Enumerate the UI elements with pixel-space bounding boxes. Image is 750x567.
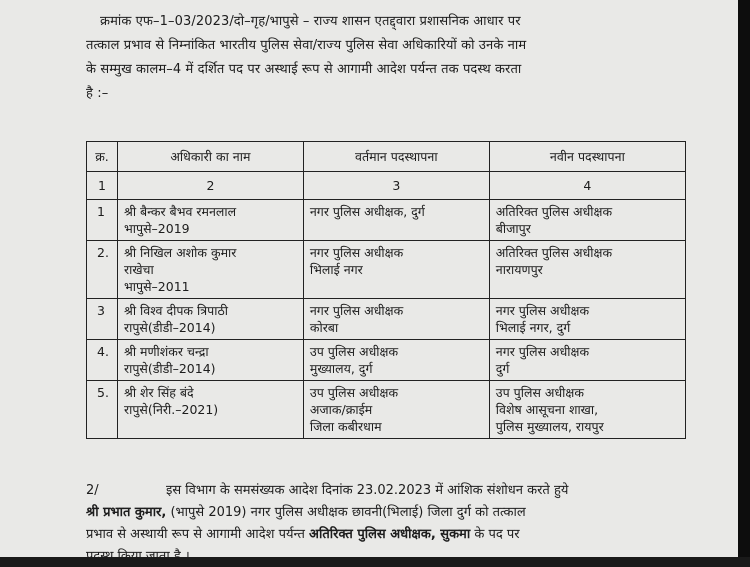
officer-name-cont: राखेचा bbox=[123, 262, 154, 277]
amendment-text-2: (भापुसे 2019) नगर पुलिस अधीक्षक छावनी(भिलाई) जिला दुर्ग को तत्काल bbox=[166, 505, 526, 520]
new-posting-title: अतिरिक्त पुलिस अधीक्षक bbox=[495, 245, 613, 260]
amendment-text-3a: प्रभाव से अस्थायी रूप से आगामी आदेश पर्यन्त bbox=[86, 527, 310, 542]
current-posting-cell bbox=[303, 381, 489, 439]
new-posting-place: दुर्ग bbox=[495, 361, 510, 376]
current-posting-cell bbox=[303, 340, 489, 381]
officer-name-cell bbox=[117, 299, 303, 340]
officer-service: भापुसे–2019 bbox=[123, 221, 190, 236]
officer-name: श्री शेर सिंह बंदे bbox=[123, 385, 194, 400]
current-posting-cell bbox=[303, 299, 489, 340]
row-serial: 3 bbox=[87, 299, 118, 340]
row-serial: 2. bbox=[87, 241, 118, 299]
current-posting-place: जिला कबीरधाम bbox=[309, 419, 382, 434]
new-post-bold: अतिरिक्त पुलिस अधीक्षक, सुकमा bbox=[309, 527, 471, 542]
officer-name-bold: श्री प्रभात कुमार, bbox=[86, 505, 167, 520]
amendment-line-2 bbox=[86, 502, 686, 524]
table-row bbox=[87, 299, 686, 340]
amendment-line-1 bbox=[86, 480, 686, 502]
current-posting-place: कोरबा bbox=[309, 320, 339, 335]
officer-name-cell bbox=[117, 381, 303, 439]
new-posting-title: अतिरिक्त पुलिस अधीक्षक bbox=[495, 204, 613, 219]
photo-edge-right bbox=[738, 0, 750, 567]
column-number: 4 bbox=[489, 172, 685, 200]
table-row bbox=[87, 241, 686, 299]
current-posting: उप पुलिस अधीक्षक bbox=[309, 385, 399, 400]
paragraph-number: 2/ bbox=[86, 483, 99, 498]
new-posting-cell bbox=[489, 381, 685, 439]
current-posting: उप पुलिस अधीक्षक bbox=[309, 344, 399, 359]
photo-edge-bottom bbox=[0, 557, 750, 567]
column-number: 1 bbox=[87, 172, 118, 200]
new-posting-unit: विशेष आसूचना शाखा, bbox=[495, 402, 599, 417]
current-posting: नगर पुलिस अधीक्षक bbox=[309, 303, 404, 318]
header-officer-name: अधिकारी का नाम bbox=[117, 142, 303, 172]
table-header-row bbox=[87, 142, 686, 172]
table-row bbox=[87, 200, 686, 241]
new-posting-place: पुलिस मुख्यालय, रायपुर bbox=[495, 419, 604, 434]
officer-service: रापुसे(डीडी–2014) bbox=[123, 320, 216, 335]
row-serial: 1 bbox=[87, 200, 118, 241]
new-posting-place: भिलाई नगर, दुर्ग bbox=[495, 320, 571, 335]
amendment-text-1: इस विभाग के समसंख्यक आदेश दिनांक 23.02.2023 में आंशिक संशोधन करते हुये bbox=[166, 483, 569, 498]
officer-service: रापुसे(निरी.–2021) bbox=[123, 402, 219, 417]
current-posting-unit: अजाक/क्राईम bbox=[309, 402, 373, 417]
amendment-paragraph bbox=[86, 480, 686, 567]
officer-service: भापुसे–2011 bbox=[123, 279, 190, 294]
posting-table bbox=[86, 141, 686, 439]
column-number: 3 bbox=[303, 172, 489, 200]
officer-name: श्री बैन्कर बैभव रमनलाल bbox=[123, 204, 237, 219]
current-posting-cell bbox=[303, 241, 489, 299]
column-number: 2 bbox=[117, 172, 303, 200]
officer-name-cell bbox=[117, 241, 303, 299]
officer-name: श्री विश्व दीपक त्रिपाठी bbox=[123, 303, 228, 318]
intro-paragraph bbox=[86, 10, 686, 106]
row-serial: 5. bbox=[87, 381, 118, 439]
column-number-row bbox=[87, 172, 686, 200]
new-posting-cell bbox=[489, 340, 685, 381]
current-posting-place: भिलाई नगर bbox=[309, 262, 363, 277]
new-posting-title: उप पुलिस अधीक्षक bbox=[495, 385, 584, 400]
current-posting: नगर पुलिस अधीक्षक, दुर्ग bbox=[309, 204, 425, 219]
officer-name: श्री मणीशंकर चन्द्रा bbox=[123, 344, 209, 359]
new-posting-cell bbox=[489, 200, 685, 241]
officer-service: रापुसे(डीडी–2014) bbox=[123, 361, 216, 376]
intro-line-3: के सम्मुख कालम–4 में दर्शित पद पर अस्थाई रूप से आगामी आदेश पर्यन्त तक पदस्थ करता bbox=[86, 62, 522, 77]
intro-line-2: तत्काल प्रभाव से निम्नांकित भारतीय पुलिस सेवा/राज्य पुलिस सेवा अधिकारियों को उनके नाम bbox=[86, 38, 527, 53]
officer-name-cell bbox=[117, 340, 303, 381]
table-body bbox=[87, 200, 686, 439]
header-new-posting: नवीन पदस्थापना bbox=[489, 142, 685, 172]
new-posting-title: नगर पुलिस अधीक्षक bbox=[495, 344, 590, 359]
current-posting-cell bbox=[303, 200, 489, 241]
header-serial: क्र. bbox=[87, 142, 118, 172]
current-posting: नगर पुलिस अधीक्षक bbox=[309, 245, 404, 260]
current-posting-place: मुख्यालय, दुर्ग bbox=[309, 361, 373, 376]
new-posting-title: नगर पुलिस अधीक्षक bbox=[495, 303, 590, 318]
row-serial: 4. bbox=[87, 340, 118, 381]
new-posting-cell bbox=[489, 241, 685, 299]
header-current-posting: वर्तमान पदस्थापना bbox=[303, 142, 489, 172]
new-posting-place: बीजापुर bbox=[495, 221, 531, 236]
amendment-line-3 bbox=[86, 524, 686, 546]
intro-line-4: है :– bbox=[86, 86, 109, 101]
new-posting-place: नारायणपुर bbox=[495, 262, 543, 277]
table-row bbox=[87, 381, 686, 439]
amendment-text-3b: के पद पर bbox=[470, 527, 520, 542]
officer-name: श्री निखिल अशोक कुमार bbox=[123, 245, 237, 260]
new-posting-cell bbox=[489, 299, 685, 340]
table-row bbox=[87, 340, 686, 381]
intro-line-1: क्रमांक एफ–1–03/2023/दो–गृह/भापुसे – राज्य शासन एतद्द्वारा प्रशासनिक आधार पर bbox=[100, 14, 521, 29]
officer-name-cell bbox=[117, 200, 303, 241]
